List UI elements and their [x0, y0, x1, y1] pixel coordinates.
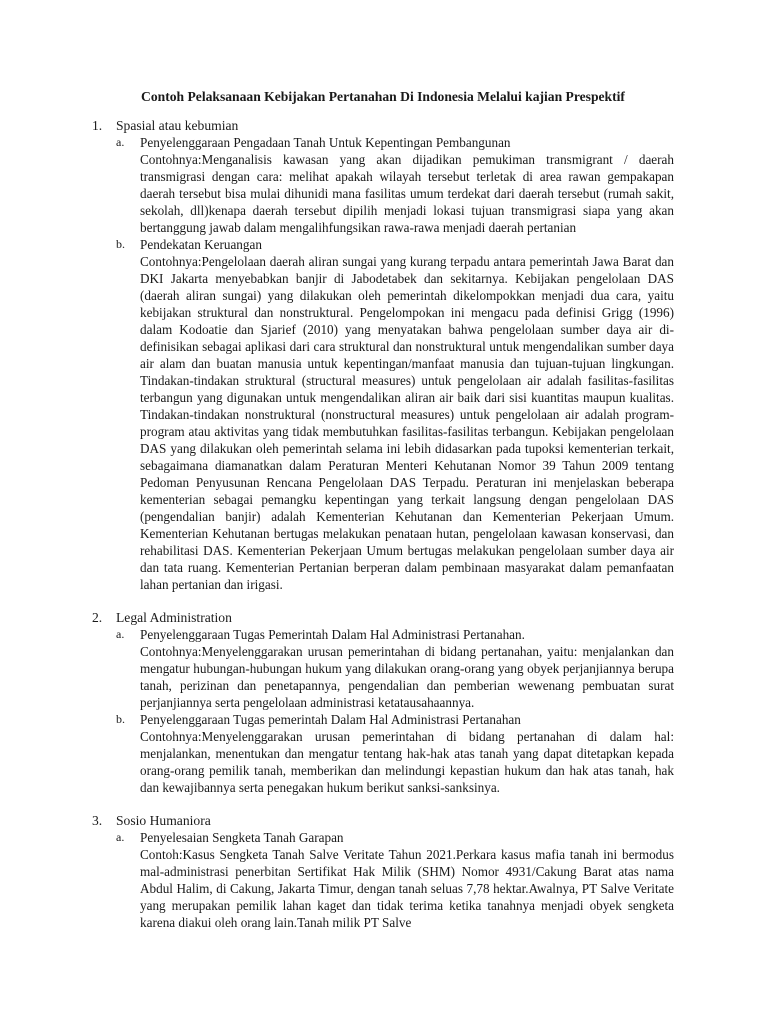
- item-title: Penyelenggaraan Tugas Pemerintah Dalam Hal Administrasi Pertanahan.: [140, 627, 525, 642]
- item-letter: b.: [116, 237, 125, 251]
- section-number: 3.: [92, 813, 103, 828]
- item-body: [140, 626, 674, 711]
- item-letter: a.: [116, 830, 125, 844]
- document-title: Contoh Pelaksanaan Kebijakan Pertanahan Di Indonesia Melalui kajian Prespektif: [141, 89, 625, 104]
- item-title: Penyelenggaraan Tugas pemerintah Dalam Hal Administrasi Pertanahan: [140, 712, 521, 727]
- item-letter: a.: [116, 135, 125, 149]
- item-letter: a.: [116, 627, 125, 641]
- item-paragraph: Contohnya:Menyelenggarakan urusan pemerintahan di bidang pertanahan di dalam hal: menjalankan, menentukan dan mengatur tentang hak-hak atas tanah yang dapat ditetapkan kepada orang-orang pemilik tanah, memberikan dan melindungi kepastian hukum dan hak atas tanah, hak dan kewajibannya serta penegakan hukum berikut sanksi-sanksinya.: [140, 729, 674, 795]
- item-body: [140, 236, 674, 593]
- item-paragraph: Contohnya:Pengelolaan daerah aliran sungai yang kurang terpadu antara pemerintah Jawa Barat dan DKI Jakarta menyebabkan banjir di Jabodetabek dan sekitarnya. Kebijakan pengelolaan DAS (daerah aliran sungai) yang dilakukan oleh pemerintah dikelompokkan menjadi dua cara, yaitu kebijakan struktural dan nonstruktural. Pengelompokan ini mengacu pada definisi Grigg (1996) dalam Kodoatie dan Sjarief (2010) yang menyatakan bahwa pengelolaan sumber daya air di-definisikan sebagai aplikasi dari cara struktural dan nonstruktural untuk mengendalikan sumber daya air alam dan buatan manusia untuk kepentingan/manfaat manusia dan tujuan-tujuan lingkungan. Tindakan-tindakan struktural (structural measures) untuk pengelolaan air adalah fasilitas-fasilitas terbangun yang digunakan untuk mengendalikan aliran air baik dari sisi kuantitas maupun kualitas. Tindakan-tindakan nonstruktural (nonstructural measures) untuk pengelolaan air adalah program-program atau aktivitas yang tidak membutuhkan fasilitas-fasilitas terbangun. Kebijakan pengelolaan DAS yang dilakukan oleh pemerintah selama ini lebih didasarkan pada tupoksi kementerian terkait, sebagaimana diamanatkan dalam Peraturan Menteri Kehutanan Nomor 39 Tahun 2009 tentang Pedoman Penyusunan Rencana Pengelolaan DAS Terpadu. Peraturan ini menjelaskan beberapa kementerian sebagai pemangku kepentingan yang terkait langsung dengan pengelolaan DAS (pengendalian banjir) adalah Kementerian Kehutanan dan Kementerian Pekerjaan Umum. Kementerian Kehutanan bertugas melakukan penataan hutan, pengelolaan kawasan konservasi, dan rehabilitasi DAS. Kementerian Pekerjaan Umum bertugas melakukan pengelolaan sumber daya air dan tata ruang. Kementerian Pertanian berperan dalam pembinaan masyarakat dalam pemanfaatan lahan pertanian dan irigasi.: [140, 254, 674, 592]
- item-paragraph: Contohnya:Menyelenggarakan urusan pemerintahan di bidang pertanahan, yaitu: menjalankan dan mengatur hubungan-hubungan hukum yang dilakukan orang-orang yang obyek perjanjiannya berupa tanah, perizinan dan penetapannya, pengendalian dan pemberian wewenang pembuatan surat perjanjiannya serta pengelolaan administrasi ketatausahaannya.: [140, 644, 674, 710]
- list-item: [116, 829, 674, 931]
- section-spasial: [92, 117, 674, 593]
- section-number: 2.: [92, 610, 103, 625]
- item-letter: b.: [116, 712, 125, 726]
- list-item: [116, 711, 674, 796]
- list-item: [116, 626, 674, 711]
- section-sosio-humaniora: [92, 812, 674, 931]
- section-heading: [92, 117, 674, 134]
- list-item: [116, 134, 674, 236]
- item-body: [140, 829, 674, 931]
- section-legal-administration: [92, 609, 674, 796]
- item-paragraph: Contohnya:Menganalisis kawasan yang akan dijadikan pemukiman transmigrant / daerah transmigrasi dengan cara: melihat apakah wilayah tersebut terletak di area rawan gempakapan daerah tersebut bisa mulai dihunidi mana fasilitas umum terdekat dari daerah tersebut (rumah sakit, sekolah, dll)kenapa daerah tersebut dipilih menjadi lokasi tujuan transmigrasi siapa yang akan bertanggung jawab dalam mengalihfungsikan rawa-rawa menjadi daerah pertanian: [140, 152, 674, 235]
- item-title: Penyelesaian Sengketa Tanah Garapan: [140, 830, 344, 845]
- item-title: Penyelenggaraan Pengadaan Tanah Untuk Kepentingan Pembangunan: [140, 135, 511, 150]
- item-title: Pendekatan Keruangan: [140, 237, 262, 252]
- section-number: 1.: [92, 118, 103, 133]
- section-title: Legal Administration: [116, 610, 232, 625]
- item-body: [140, 134, 674, 236]
- section-heading: [92, 812, 674, 829]
- item-body: [140, 711, 674, 796]
- list-item: [116, 236, 674, 593]
- section-title: Sosio Humaniora: [116, 813, 211, 828]
- section-title: Spasial atau kebumian: [116, 118, 239, 133]
- item-paragraph: Contoh:Kasus Sengketa Tanah Salve Veritate Tahun 2021.Perkara kasus mafia tanah ini bermodus mal-administrasi penerbitan Sertifikat Hak Milik (SHM) Nomor 4931/Cakung Barat atas nama Abdul Halim, di Cakung, Jakarta Timur, dengan tanah seluas 7,78 hektar.Awalnya, PT Salve Veritate yang merupakan pemilik lahan kaget dan tidak terima ketika tanahnya menjadi obyek sengketa karena diakui oleh orang lain.Tanah milik PT Salve: [140, 847, 674, 930]
- section-heading: [92, 609, 674, 626]
